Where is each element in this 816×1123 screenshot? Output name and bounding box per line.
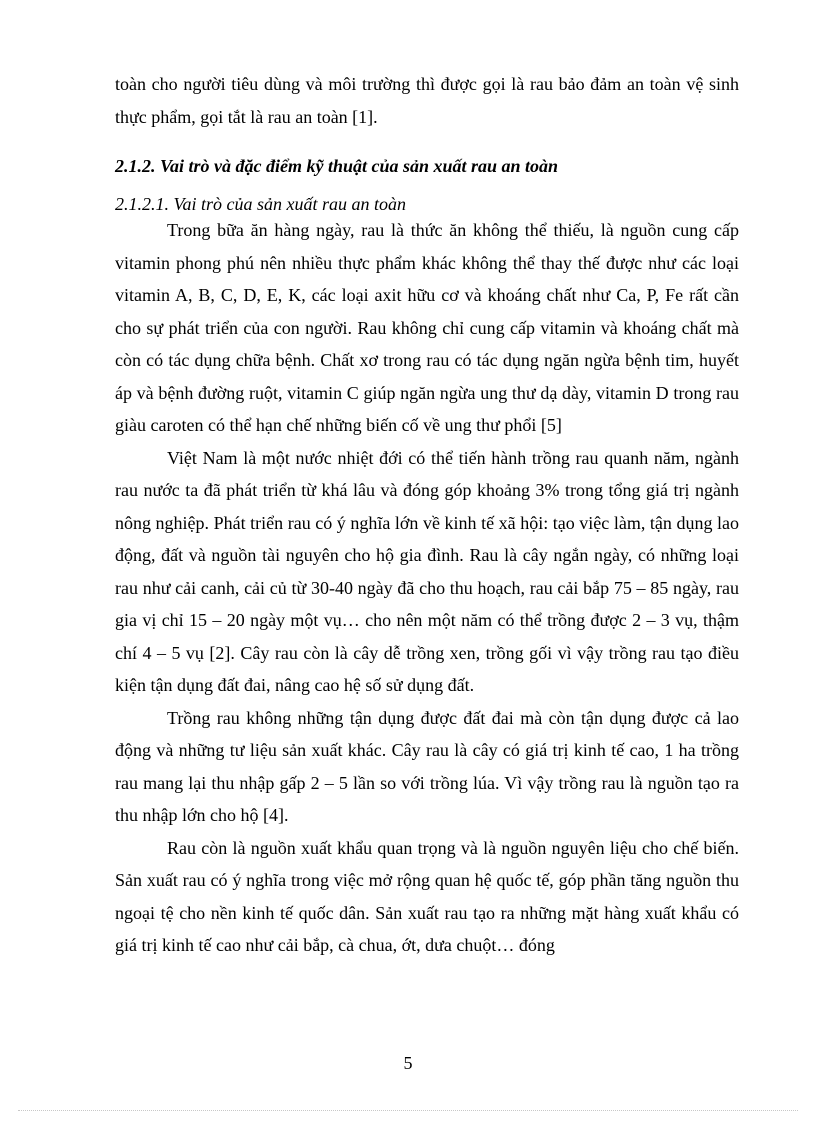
paragraph-vietnam-vegetable-sector: Việt Nam là một nước nhiệt đới có thể tiến hành trồng rau quanh năm, ngành rau nước ta đã phát triển từ khá lâu và đóng góp khoảng 3% trong tổng giá trị ngành nông nghiệp. Phát triển rau có ý nghĩa lớn về kinh tế xã hội: tạo việc làm, tận dụng lao động, đất và nguồn tài nguyên cho hộ gia đình. Rau là cây ngắn ngày, có những loại rau như cải canh, cải củ từ 30-40 ngày đã cho thu hoạch, rau cải bắp 75 – 85 ngày, rau gia vị chỉ 15 – 20 ngày một vụ… cho nên một năm có thể trồng được 2 – 3 vụ, thậm chí 4 – 5 vụ [2]. Cây rau còn là cây dễ trồng xen, trồng gối vì vậy trồng rau tạo điều kiện tận dụng đất đai, nâng cao hệ số sử dụng đất.: [115, 447, 739, 695]
section-heading: 2.1.2. Vai trò và đặc điểm kỹ thuật của sản xuất rau an toàn: [115, 156, 559, 176]
page-bottom-divider: [18, 1110, 798, 1111]
paragraph-land-and-labour: Trồng rau không những tận dụng được đất đai mà còn tận dụng được cả lao động và những tư liệu sản xuất khác. Cây rau là cây có giá trị kinh tế cao, 1 ha trồng rau mang lại thu nhập gấp 2 – 5 lần so với trồng lúa. Vì vậy trồng rau là nguồn tạo ra thu nhập lớn cho hộ [4].: [115, 707, 739, 825]
subsection-heading: 2.1.2.1. Vai trò của sản xuất rau an toàn: [115, 194, 406, 214]
paragraph-role-of-vegetables: Trong bữa ăn hàng ngày, rau là thức ăn không thể thiếu, là nguồn cung cấp vitamin phong phú nên nhiều thực phẩm khác không thể thay thế được như các loại vitamin A, B, C, D, E, K, các loại axit hữu cơ và khoáng chất như Ca, P, Fe rất cần cho sự phát triển của con người. Rau không chỉ cung cấp vitamin và khoáng chất mà còn có tác dụng chữa bệnh. Chất xơ trong rau có tác dụng ngăn ngừa bệnh tim, huyết áp và bệnh đường ruột, vitamin C giúp ngăn ngừa ung thư dạ dày, vitamin D trong rau giàu caroten có thể hạn chế những biến cố về ung thư phổi [5]: [115, 220, 739, 435]
continuation-paragraph: toàn cho người tiêu dùng và môi trường thì được gọi là rau bảo đảm an toàn vệ sinh thực phẩm, gọi tắt là rau an toàn [1].: [115, 74, 739, 127]
body-text: [115, 214, 739, 962]
page-number: 5: [403, 1053, 413, 1073]
paragraph-export-and-processing: Rau còn là nguồn xuất khẩu quan trọng và là nguồn nguyên liệu cho chế biến. Sản xuất rau có ý nghĩa trong việc mở rộng quan hệ quốc tế, góp phần tăng nguồn thu ngoại tệ cho nền kinh tế quốc dân. Sản xuất rau tạo ra những mặt hàng xuất khẩu có giá trị kinh tế cao như cải bắp, cà chua, ớt, dưa chuột… đóng: [115, 837, 739, 955]
